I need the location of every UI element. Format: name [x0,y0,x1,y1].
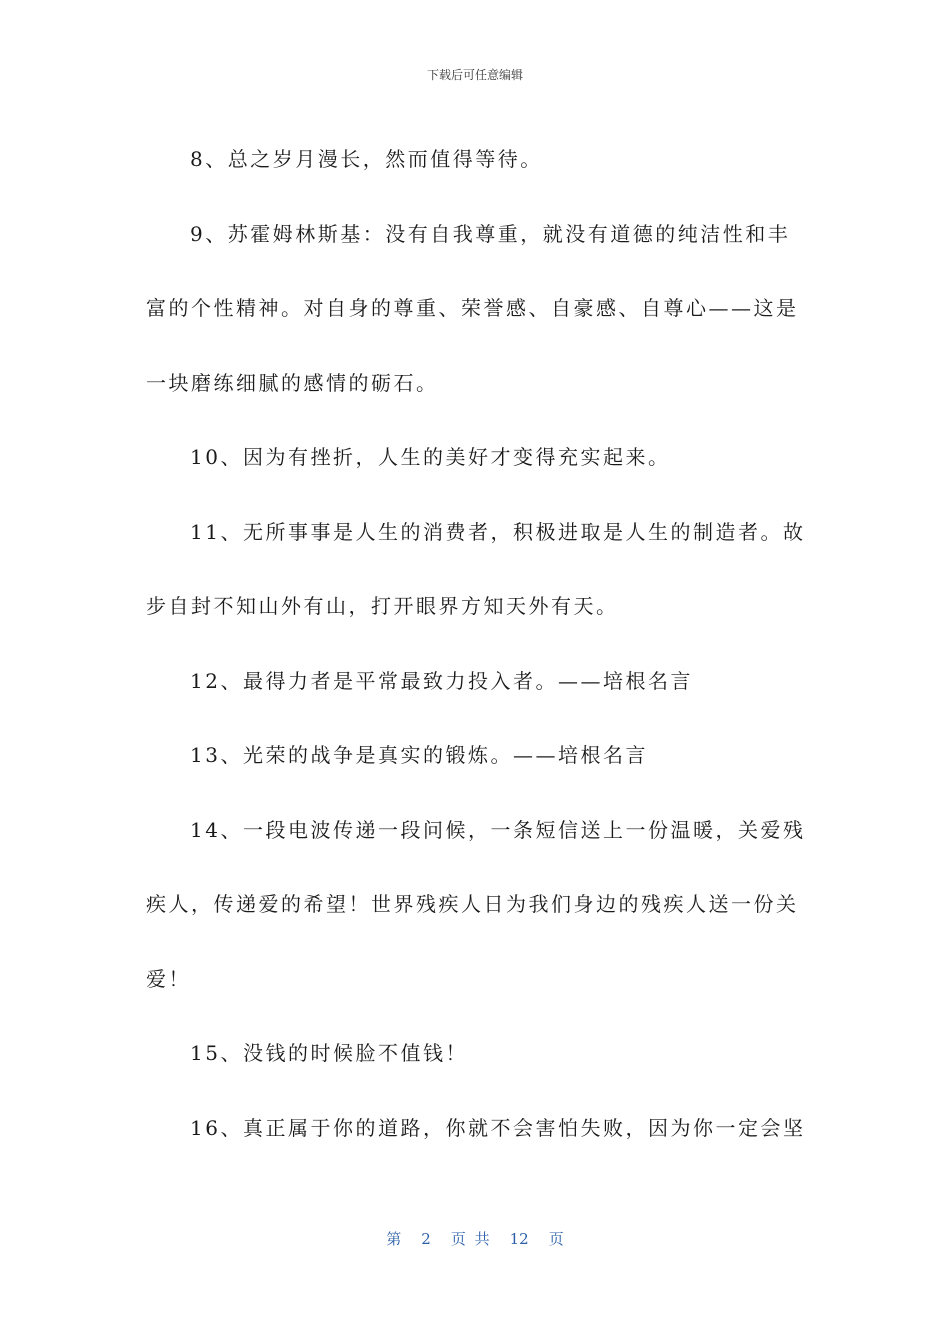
paragraph-8: 8、总之岁月漫长，然而值得等待。 [190,147,543,171]
footer-total-pages: 12 [509,1230,529,1248]
paragraph-9: 9、苏霍姆林斯基：没有自我尊重，就没有道德的纯洁性和丰富的个性精神。对自身的尊重、荣誉感、自豪感、自尊心——这是一块磨练细腻的感情的砺石。 [146,221,799,395]
paragraph-11: 11、无所事事是人生的消费者，积极进取是人生的制造者。故步自封不知山外有山，打开眼界方知天外有天。 [146,519,806,618]
paragraph-13: 13、光荣的战争是真实的锻炼。——培根名言 [190,743,648,767]
page-header: 下载后可任意编辑 [426,68,523,82]
footer-page-number: 2 [421,1230,431,1248]
footer-suffix: 页 [548,1230,564,1248]
page-footer [0,1228,950,1249]
paragraph-10: 10、因为有挫折，人生的美好才变得充实起来。 [190,445,671,469]
document-body [146,122,806,1165]
footer-middle: 页 共 [450,1230,490,1248]
paragraph-14: 14、一段电波传递一段问候，一条短信送上一份温暖，关爱残疾人，传递爱的希望！世界残疾人日为我们身边的残疾人送一份关爱！ [146,817,806,991]
paragraph-16: 16、真正属于你的道路，你就不会害怕失败，因为你一定会坚 [190,1115,806,1140]
paragraph-12: 12、最得力者是平常最致力投入者。——培根名言 [190,668,693,693]
footer-prefix: 第 [386,1230,402,1248]
paragraph-15: 15、没钱的时候脸不值钱！ [190,1041,468,1065]
